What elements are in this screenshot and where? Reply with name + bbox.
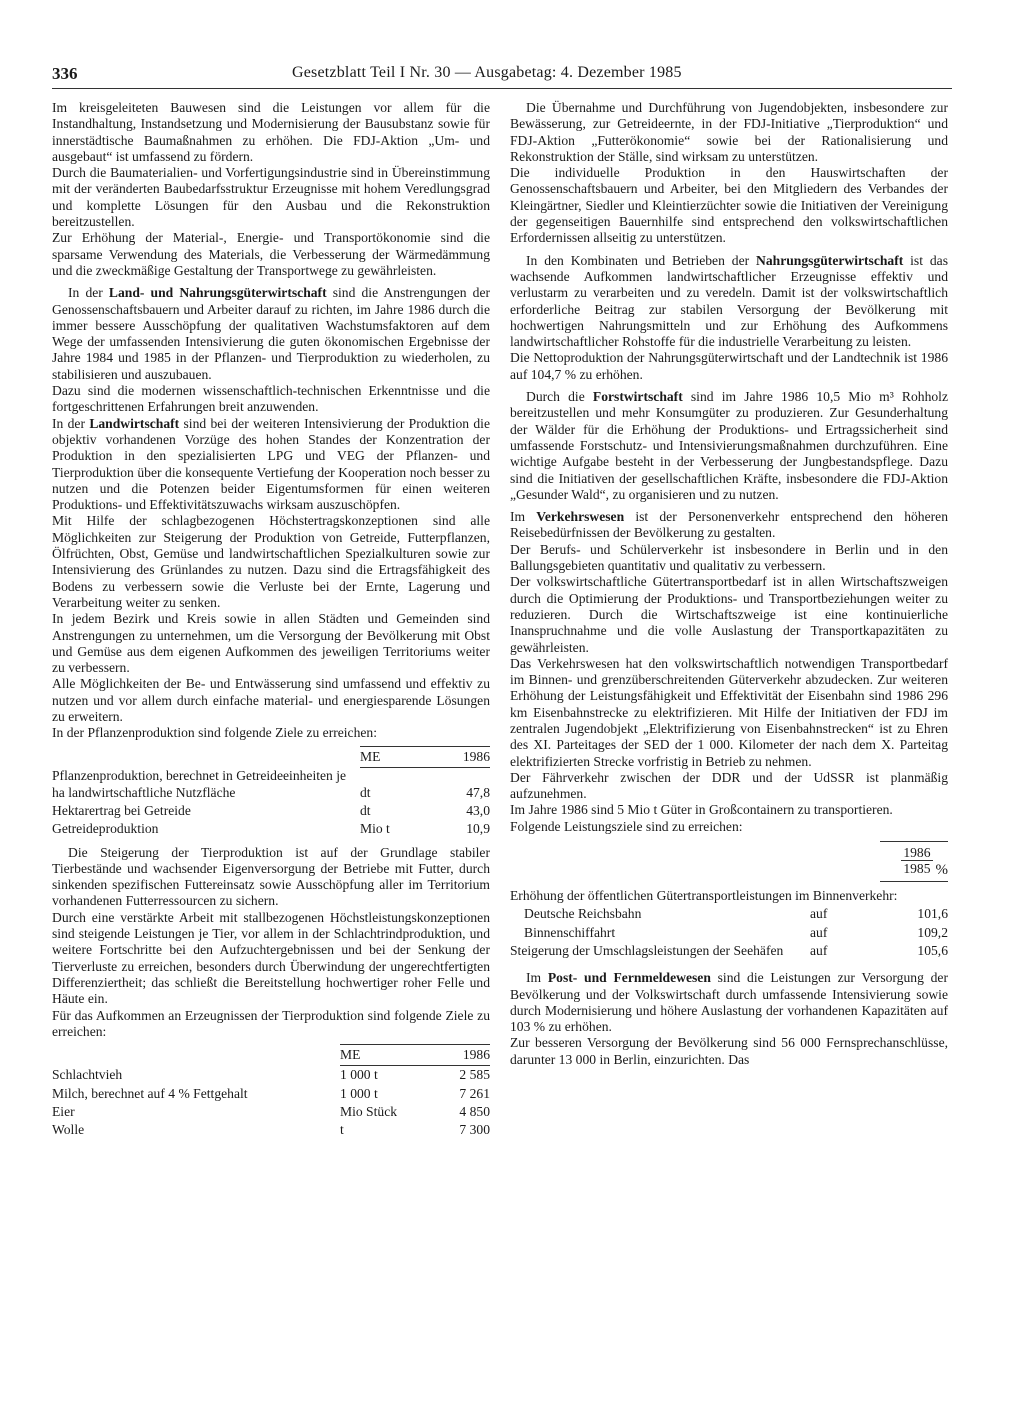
section-keyword: Nahrungsgüterwirtschaft [756,252,904,268]
column-header: 1986 [430,1045,490,1066]
section-keyword: Landwirtschaft [89,415,180,431]
paragraph: In der Land- und Nahrungsgüterwirtschaft sind die Anstrengungen der Genossenschaftsbauern und Arbeiter darauf zu richten, im Jahre 1986 durch die immer bessere Ausschöpfung der qualitativen Wachstumsfaktoren auf dem Wege der umfassenden Intensivierung die guten ökonomischen Ergebnisse der Jahre 1984 und 1985 in der Pflanzen- und Tierproduktion zu wiederholen, zu stabilisieren und auszubauen. [52,285,491,382]
table-group-label: Erhöhung der öffentlichen Gütertransportleistungen im Binnenverkehr: [510,888,898,904]
table-row: Schlachtvieh 1 000 t 2 585 [52,1067,490,1083]
paragraph: Durch die Forstwirtschaft sind im Jahre 1986 10,5 Mio m³ Rohholz bereitzustellen und mehr Konsumgüter zu produzieren. Zur Gesunderhaltung der Wälder für die Erhöhung der Produktions- und Ertragssicherheit sind umfassende Forstschutz- und Intensivierungsmaßnahmen durchzuführen. Eine wichtige Aufgabe besteht in der Verbesserung der Jungbestandspflege. Dazu sind die Initiativen der gesellschaftlichen Kräfte, insbesondere die FDJ-Aktion „Gesunder Wald“, zu organisieren und zu nutzen. [510,389,948,502]
paragraph: Zur Erhöhung der Material-, Energie- und Transportökonomie sind die sparsame Verwendung des Materials, die Verbesserung der Wärmedämmung und die zweckmäßige Gestaltung der Transportwege zu gewährleisten. [52,230,490,278]
page-number: 336 [52,64,78,83]
paragraph: Die individuelle Produktion in den Hauswirtschaften der Genossenschaftsbauern und Arbeiter, bei den Mitgliedern des Verbandes der Kleingärtner, Siedler und Kleintierzüchter sowie die Initiativen der Vereinigung der gegenseitigen Bauernhilfe sind entsprechend den volkswirtschaftlichen Erfordernissen allseitig zu unterstützen. [510,165,948,246]
section-keyword: Land- und Nahrungsgüterwirtschaft [108,285,327,301]
paragraph: Mit Hilfe der schlagbezogenen Höchstertragskonzeptionen sind alle Möglichkeiten zur Steigerung der Produktion von Getreide, Futterpflanzen, Ölfrüchten, Obst, Gemüse und landwirtschaftlichen Spezialkulturen sowie zur Intensivierung des Grünlandes zu nutzen. Dazu sind die Ertragsfähigkeit des Bodens zu verbessern sowie die Verluste bei der Ernte, Lagerung und Verarbeitung weiter zu senken. [52,513,490,610]
table-row: Milch, berechnet auf 4 % Fettgehalt 1 000 t 7 261 [52,1085,490,1101]
table-row: Steigerung der Umschlagsleistungen der Seehäfen auf 105,6 [510,942,948,958]
paragraph: Im kreisgeleiteten Bauwesen sind die Leistungen vor allem für die Instandhaltung, Instandsetzung und Modernisierung der Bausubstanz sowie für innerstädtische Baumaßnahmen zu erhöhen. Die FDJ-Aktion „Um- und ausgebaut“ ist umfassend zu fördern. [52,100,490,164]
table-row: Deutsche Reichsbahn auf 101,6 [524,906,948,922]
paragraph: Die Übernahme und Durchführung von Jugendobjekten, insbesondere zur Bewässerung, zur Getreideernte, in der FDJ-Initiative „Tierproduktion“ und FDJ-Aktion „Futterökonomie“ sowie bei der Rationalisierung und Rekonstruktion der Ställe, sind wirksam zu unterstützen. [510,100,948,164]
paragraph: In den Kombinaten und Betrieben der Nahrungsgüterwirtschaft ist das wachsende Aufkommen landwirtschaftlicher Erzeugnisse effektiv und verlustarm zu verarbeiten und zu veredeln. Damit ist der volkswirtschaftlich erforderliche Beitrag zur stabilen Versorgung der Bevölkerung mit hochwertigen Nahrungsmitteln und zur Erhöhung des Aufkommens landwirtschaftlicher Rohstoffe für die industrielle Verarbeitung zu leisten. [510,252,948,350]
fraction-header: $\frac{1986}{1985}$ % [880,842,948,882]
section-keyword: Post- und Fernmeldewesen [547,970,711,986]
paragraph: Die Nettoproduktion der Nahrungsgüterwirtschaft und der Landtechnik ist 1986 auf 104,7 % zu erhöhen. [510,350,948,382]
table-row: Hektarertrag bei Getreide dt 43,0 [52,802,490,818]
paragraph: Der Berufs- und Schülerverkehr ist insbesondere in Berlin und in den Ballungsgebieten quantitativ und qualitativ zu verbessern. [510,541,948,574]
column-header: ME [360,746,430,767]
paragraph: In der Landwirtschaft sind bei der weiteren Intensivierung der Produktion die objektiv vorhandenen Vorzüge des hohen Standes der Konzentration der Produktion in den spezialisierten LPG und VEG der Pflanzen- und Tierproduktion über die konsequente Vertiefung der Kooperation noch besser zu nutzen und die Potenzen beider Eigentumsformen für einen weiteren Produktions- und Effektivitätszuwachs wirksam auszuschöpfen. [52,415,490,513]
table-row: Wolle t 7 300 [52,1122,490,1138]
paragraph: Das Verkehrswesen hat den volkswirtschaftlich notwendigen Transportbedarf im Binnen- und grenzüberschreitenden Güterverkehr abzudecken. Zur weiteren Erhöhung der Leistungsfähigkeit und Effektivität der Eisenbahn sind 1986 296 km Eisenbahnstrecke zu elektrifizieren. Mit Hilfe der Initiativen der FDJ im zentralen Jugendobjekt „Elektrifizierung von Eisenbahnstrecken“ ist zu Ehren des XI. Parteitages der SED der 1 000. Kilometer der nach dem X. Parteitag elektrifizierten Strecke vorfristig in Betrieb zu nehmen. [510,655,948,769]
table-row: Getreideproduktion Mio t 10,9 [52,821,490,837]
paragraph: Im Post- und Fernmeldewesen sind die Leistungen zur Versorgung der Bevölkerung und der Volkswirtschaft durch umfassende Intensivierung sowie durch Modernisierung und höhere Auslastung der vorhandenen Kapazitäten auf 103 % zu erhöhen. [510,970,948,1035]
paragraph: Die Steigerung der Tierproduktion ist auf der Grundlage stabiler Tierbestände und wachsender Eigenversorgung der Betriebe mit Futter, durch sinkenden spezifischen Futtereinsatz sowie Ausschöpfung aller im Territorium vorhandenen Futterressourcen zu sichern. [52,844,490,909]
transport-targets-table [510,841,948,960]
paragraph: In jedem Bezirk und Kreis sowie in allen Städten und Gemeinden sind Anstrengungen zu unternehmen, um die Versorgung der Bevölkerung mit Obst und Gemüse aus dem eigenen Aufkommen des jeweiligen Territoriums weiter zu verbessern. [52,611,490,676]
header-title: Gesetzblatt Teil I Nr. 30 — Ausgabetag: 4. Dezember 1985 [292,64,682,81]
column-header: 1986 [430,746,490,767]
column-header: ME [340,1045,430,1066]
paragraph: Durch die Baumaterialien- und Vorfertigungsindustrie sind in Übereinstimmung mit der veränderten Baubedarfsstruktur Erzeugnisse mit hohem Veredlungsgrad und komplette Lösungen für den Ausbau und die Rekonstruktion bereitzustellen. [52,165,490,230]
paragraph: Im Verkehrswesen ist der Personenverkehr entsprechend den höheren Reisebedürfnissen der Bevölkerung zu gestalten. [510,509,948,541]
section-keyword: Forstwirtschaft [592,389,683,405]
paragraph: Durch eine verstärkte Arbeit mit stallbezogenen Höchstleistungskonzeptionen sind steigende Leistungen je Tier, vor allem in der Schlachtrindproduktion, und weitere Fortschritte bei den Aufzuchtergebnissen und bei der Senkung der Tierverluste zu erreichen, besonders durch Überwindung der ungerechtfertigten Differenziertheit; das schließt die Bereitstellung hochwertiger roher Felle und Häute ein. [52,909,490,1007]
table-row: Eier Mio Stück 4 850 [52,1104,490,1120]
paragraph: Der Fährverkehr zwischen der DDR und der UdSSR ist planmäßig aufzunehmen. [510,769,948,802]
page-header [52,64,952,89]
plant-production-table [52,746,490,839]
table-row: Pflanzenproduktion, berechnet in Getreideeinheiten je ha landwirtschaftliche Nutzfläche dt 47,8 [52,768,490,800]
paragraph: Alle Möglichkeiten der Be- und Entwässerung sind umfassend und effektiv zu nutzen und vor allem durch einfache material- und energiesparende Lösungen zu erweitern. [52,676,490,724]
paragraph: Im Jahre 1986 sind 5 Mio t Güter in Großcontainern zu transportieren. [510,802,893,818]
paragraph: Der volkswirtschaftliche Gütertransportbedarf ist in allen Wirtschaftszweigen durch die Optimierung der Produktions- und Transportbeziehungen weiter zu reduzieren. Durch die Wirtschaftszweige ist eine kontinuierliche Inanspruchnahme und die volle Auslastung der Transportkapazitäten zu gewährleisten. [510,574,948,655]
paragraph: Dazu sind die modernen wissenschaftlich-technischen Erkenntnisse und die fortgeschrittenen Erfahrungen breit anzuwenden. [52,383,490,415]
right-column [510,100,948,1068]
section-keyword: Verkehrswesen [536,509,625,525]
animal-production-table [52,1044,490,1139]
table-row: Binnenschiffahrt auf 109,2 [524,924,948,940]
paragraph: Folgende Leistungsziele sind zu erreichen: [510,818,743,834]
left-column [52,100,490,1146]
paragraph: In der Pflanzenproduktion sind folgende Ziele zu erreichen: [52,725,377,741]
paragraph: Für das Aufkommen an Erzeugnissen der Tierproduktion sind folgende Ziele zu erreichen: [52,1007,490,1039]
paragraph: Zur besseren Versorgung der Bevölkerung sind 56 000 Fernsprechanschlüsse, darunter 13 000 in Berlin, einzurichten. Das [510,1035,948,1067]
